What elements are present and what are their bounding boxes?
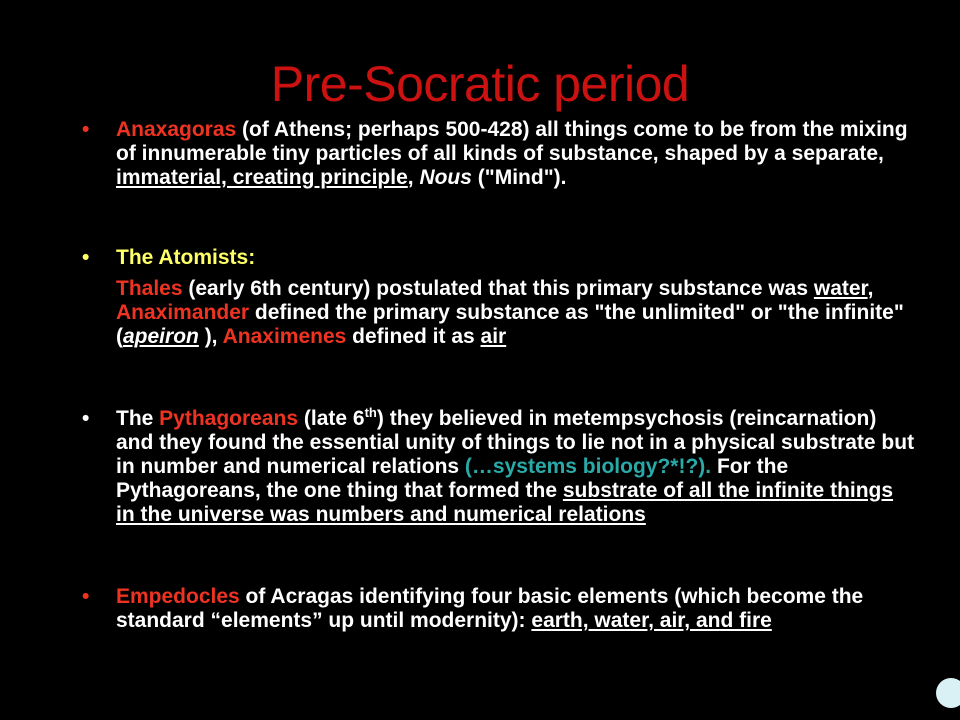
pyth-text-3: ) they believed in metempsychosis (reincarnation) and they found the essential unity of things to lie not in a physical substrate but in number and numerical relations <box>116 407 915 478</box>
pyth-text-1: The <box>116 407 160 430</box>
empedocles-text-1: of Acragas identifying four basic elements (which become the standard “elements” up until modernity): <box>116 585 864 632</box>
corner-circle-icon <box>936 678 960 708</box>
anaxagoras-principle: immaterial, creating principle <box>116 166 408 189</box>
atomists-text-6: defined it as <box>346 325 481 348</box>
bullet-marker: • <box>82 118 90 141</box>
bullet-atomists-heading <box>80 246 916 270</box>
four-elements: earth, water, air, and fire <box>531 609 772 632</box>
pyth-text-2: (late 6 <box>298 407 365 430</box>
nous-term: Nous <box>419 166 472 189</box>
pyth-substrate: substrate of all the infinite things in the universe was numbers and numerical relations <box>116 479 894 526</box>
atomists-text-4: ), <box>198 325 218 348</box>
anaxagoras-name: Anaxagoras <box>116 118 237 141</box>
bullet-pythagoreans <box>80 407 916 527</box>
pyth-text-4: For the Pythagoreans, the one thing that formed the <box>116 455 789 502</box>
atomists-text-2: , <box>867 277 874 300</box>
anaximander-name: Anaximander <box>116 301 250 324</box>
systems-biology-note: (…systems biology?*!?). <box>464 455 712 478</box>
empedocles-name: Empedocles <box>116 585 240 608</box>
pyth-superscript: th <box>364 405 377 420</box>
atomists-text <box>80 277 916 349</box>
anaxagoras-text-1: (of Athens; perhaps 500-428) all things come to be from the mixing of innumerable tiny particles of all kinds of substance, shaped by a separate, <box>116 118 908 165</box>
atomists-text-3: defined the primary substance as "the unlimited" or "the infinite" ( <box>116 301 904 348</box>
atomists-text-1: (early 6th century) postulated that this primary substance was <box>182 277 814 300</box>
anaxagoras-text-3: ("Mind"). <box>471 166 567 189</box>
bullet-empedocles <box>80 585 916 633</box>
anaximenes-name: Anaximenes <box>222 325 347 348</box>
bullet-anaxagoras <box>80 118 916 190</box>
apeiron-term: apeiron <box>123 325 199 348</box>
slide-title: Pre-Socratic period <box>270 56 690 112</box>
bullet-marker: • <box>82 407 90 430</box>
air-term: air <box>480 325 507 348</box>
thales-name: Thales <box>116 277 183 300</box>
bullet-marker: • <box>82 246 90 269</box>
pythagoreans-name: Pythagoreans <box>159 407 299 430</box>
bullet-marker: • <box>82 585 90 608</box>
atomists-heading: The Atomists: <box>116 246 256 269</box>
anaxagoras-text-2: , <box>407 166 420 189</box>
water-term: water <box>813 277 868 300</box>
